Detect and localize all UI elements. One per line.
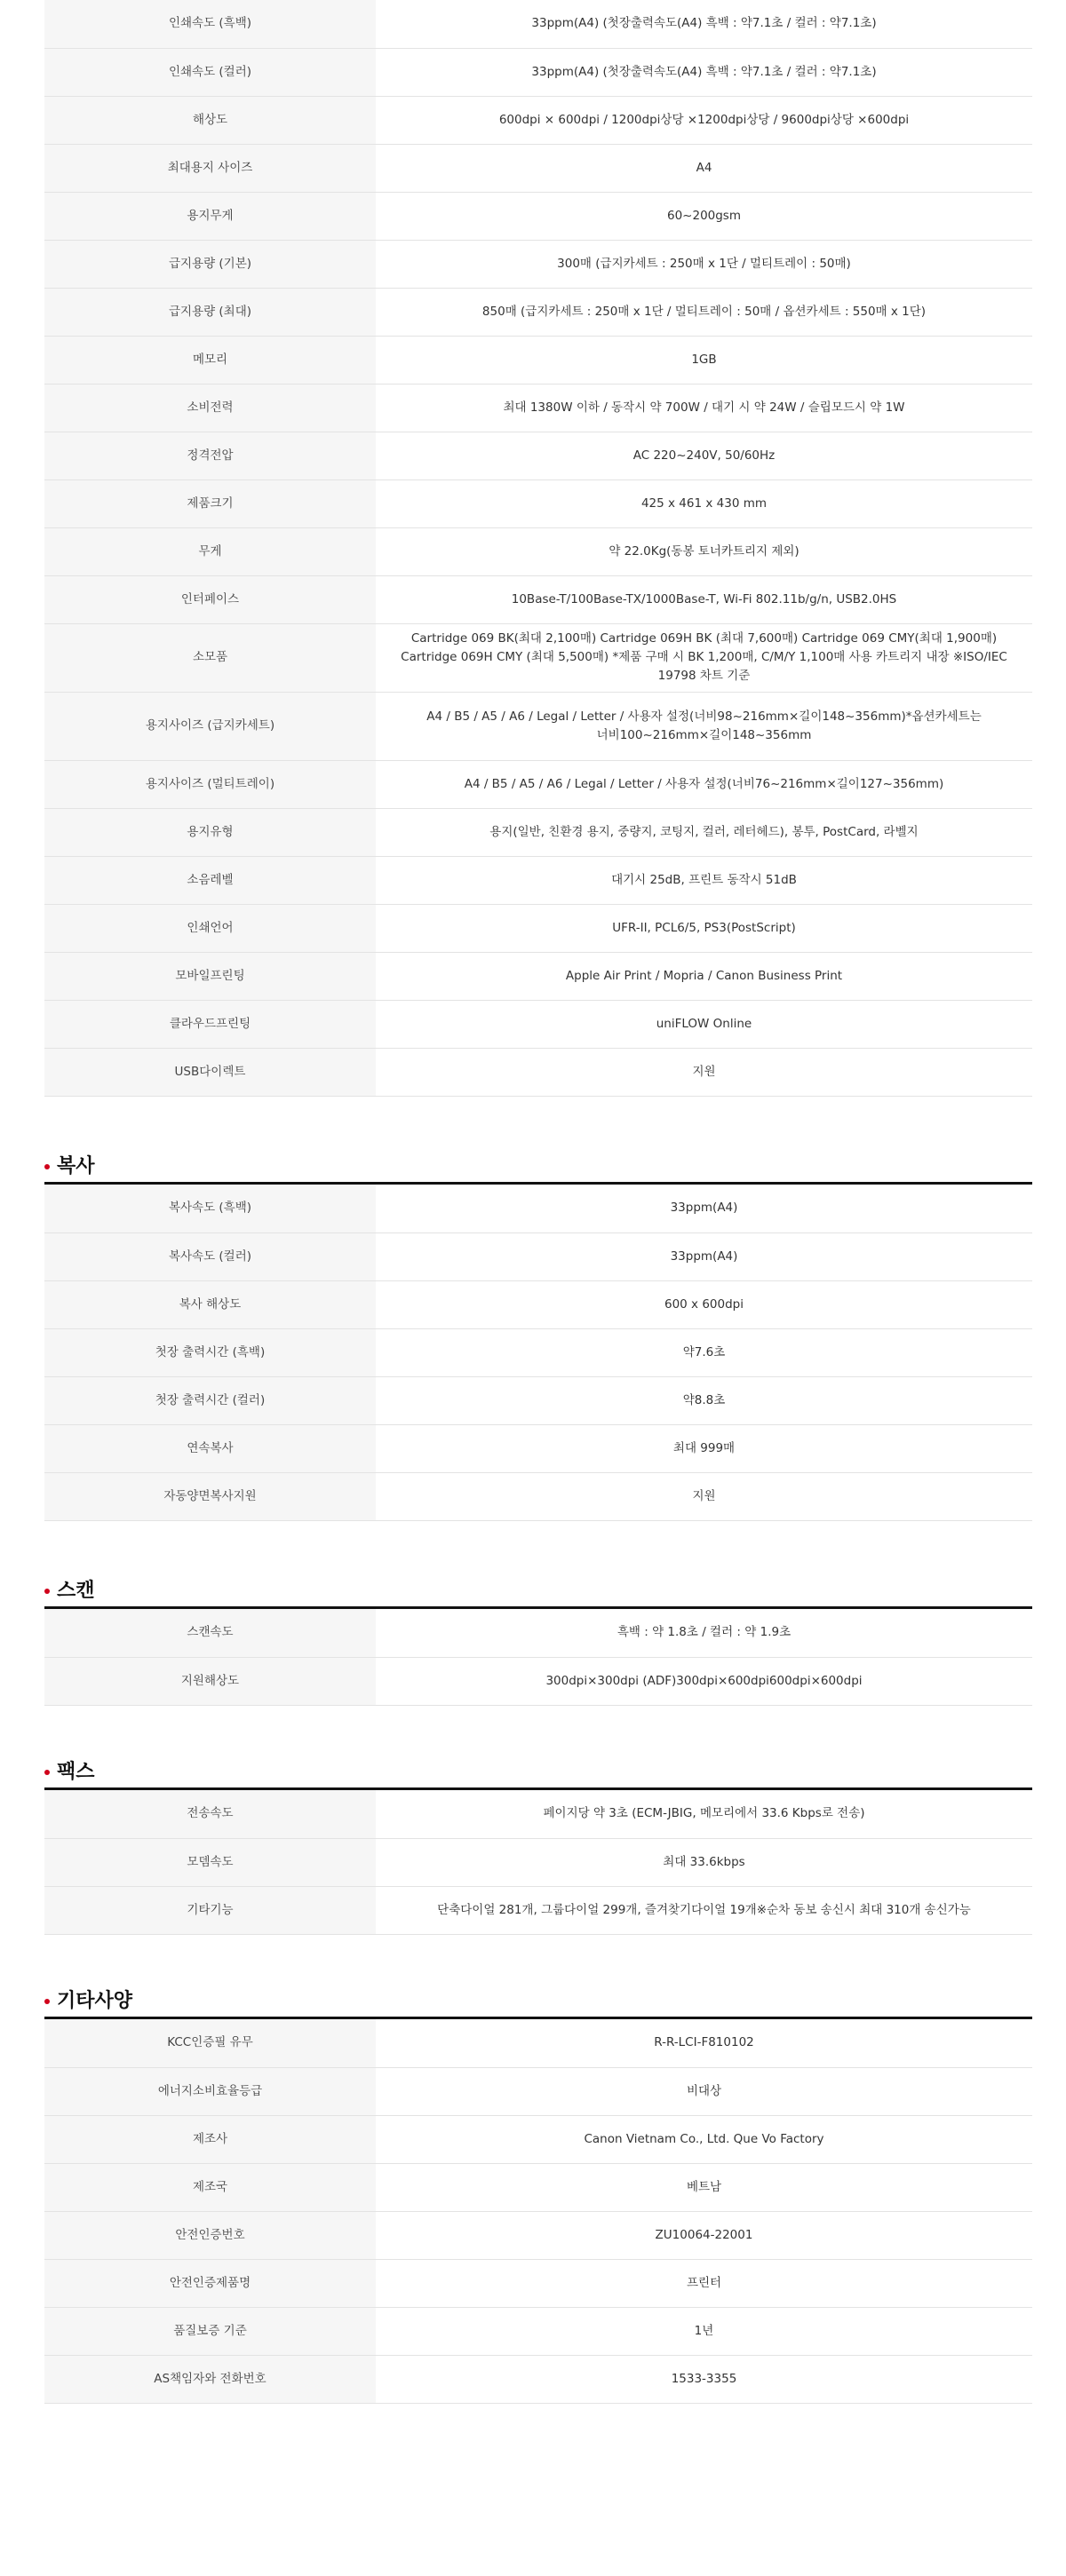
scan-spec-section <box>44 1609 1032 1706</box>
print-spec-table <box>44 0 1032 1097</box>
spec-row <box>44 1328 1032 1376</box>
spec-label: 제품크기 <box>44 480 376 527</box>
spec-label: 용지사이즈 (급지카세트) <box>44 692 376 760</box>
spec-row <box>44 144 1032 192</box>
spec-label: 급지용량 (기본) <box>44 240 376 288</box>
spec-label: 용지유형 <box>44 808 376 856</box>
spec-label: 첫장 출력시간 (흑백) <box>44 1328 376 1376</box>
spec-value: 1533-3355 <box>376 2355 1032 2403</box>
etc-spec-body <box>44 2019 1032 2403</box>
spec-value: 지원 <box>376 1048 1032 1096</box>
spec-label: 안전인증제품명 <box>44 2259 376 2307</box>
spec-value: 페이지당 약 3초 (ECM-JBIG, 메모리에서 33.6 Kbps로 전송) <box>376 1790 1032 1838</box>
spec-label: 무게 <box>44 527 376 575</box>
spec-label: 지원해상도 <box>44 1657 376 1705</box>
spec-value: 600 x 600dpi <box>376 1280 1032 1328</box>
spec-row <box>44 1838 1032 1886</box>
spec-value: 흑백 : 약 1.8초 / 컬러 : 약 1.9초 <box>376 1609 1032 1657</box>
fax-spec-table <box>44 1790 1032 1935</box>
spec-label: 품질보증 기준 <box>44 2307 376 2355</box>
spec-row <box>44 1657 1032 1705</box>
spec-value: 단축다이얼 281개, 그룹다이얼 299개, 즐겨찾기다이얼 19개※순차 동보 송신시 최대 310개 송신가능 <box>376 1886 1032 1934</box>
spec-label: 연속복사 <box>44 1424 376 1472</box>
print-spec-section <box>44 0 1032 1097</box>
etc-spec-table <box>44 2019 1032 2404</box>
spec-row <box>44 1233 1032 1280</box>
spec-value: 60~200gsm <box>376 192 1032 240</box>
spec-value: 1GB <box>376 336 1032 384</box>
spec-value: 425 x 461 x 430 mm <box>376 480 1032 527</box>
spec-row <box>44 1376 1032 1424</box>
spec-value: 약 22.0Kg(동봉 토너카트리지 제외) <box>376 527 1032 575</box>
spec-label: 복사 해상도 <box>44 1280 376 1328</box>
spec-label: 기타기능 <box>44 1886 376 1934</box>
spec-label: 소음레벨 <box>44 856 376 904</box>
copy-spec-table <box>44 1185 1032 1521</box>
etc-section-title: 기타사양 <box>57 1990 133 2012</box>
spec-label: 메모리 <box>44 336 376 384</box>
spec-value: 300매 (급지카세트 : 250매 x 1단 / 멀티트레이 : 50매) <box>376 240 1032 288</box>
spec-row <box>44 384 1032 432</box>
spec-label: 소비전력 <box>44 384 376 432</box>
spec-label: 에너지소비효율등급 <box>44 2067 376 2115</box>
fax-spec-body <box>44 1790 1032 1934</box>
spec-value: Cartridge 069 BK(최대 2,100매) Cartridge 069H BK (최대 7,600매) Cartridge 069 CMY(최대 1,900매) Cartridge 069H CMY (최대 5,500매) *제품 구매 시 BK 1,200매, C/M/Y 1,100매 사용 카트리지 내장 ※ISO/IEC 19798 차트 기준 <box>376 623 1032 692</box>
spec-label: 정격전압 <box>44 432 376 480</box>
spec-row <box>44 808 1032 856</box>
spec-value: 베트남 <box>376 2163 1032 2211</box>
etc-spec-section <box>44 2019 1032 2404</box>
spec-value: 지원 <box>376 1472 1032 1520</box>
spec-value: 1년 <box>376 2307 1032 2355</box>
spec-label: KCC인증필 유무 <box>44 2019 376 2067</box>
spec-value: 최대 33.6kbps <box>376 1838 1032 1886</box>
spec-label: 인쇄속도 (컬러) <box>44 48 376 96</box>
spec-row <box>44 240 1032 288</box>
spec-row <box>44 2067 1032 2115</box>
spec-label: 해상도 <box>44 96 376 144</box>
spec-value: 최대 999매 <box>376 1424 1032 1472</box>
spec-label: 인터페이스 <box>44 575 376 623</box>
spec-value: A4 / B5 / A5 / A6 / Legal / Letter / 사용자 설정(너비98~216mm×길이148~356mm)*옵션카세트는 너비100~216mm×길이148~356mm <box>376 692 1032 760</box>
spec-row <box>44 1280 1032 1328</box>
spec-value: 약7.6초 <box>376 1328 1032 1376</box>
spec-label: 스캔속도 <box>44 1609 376 1657</box>
spec-row <box>44 1790 1032 1838</box>
spec-row <box>44 1886 1032 1934</box>
bullet-icon <box>44 1589 50 1594</box>
spec-value: 비대상 <box>376 2067 1032 2115</box>
spec-row <box>44 904 1032 952</box>
spec-value: 850매 (급지카세트 : 250매 x 1단 / 멀티트레이 : 50매 / 옵션카세트 : 550매 x 1단) <box>376 288 1032 336</box>
spec-value: 10Base-T/100Base-TX/1000Base-T, Wi-Fi 802.11b/g/n, USB2.0HS <box>376 575 1032 623</box>
spec-label: 자동양면복사지원 <box>44 1472 376 1520</box>
spec-label: 클라우드프린팅 <box>44 1000 376 1048</box>
spec-label: USB다이렉트 <box>44 1048 376 1096</box>
spec-row <box>44 0 1032 48</box>
spec-value: R-R-LCI-F810102 <box>376 2019 1032 2067</box>
spec-label: 용지무게 <box>44 192 376 240</box>
spec-row <box>44 2211 1032 2259</box>
spec-value: 33ppm(A4) (첫장출력속도(A4) 흑백 : 약7.1초 / 컬러 : 약7.1초) <box>376 48 1032 96</box>
spec-row <box>44 623 1032 692</box>
print-spec-body <box>44 0 1032 1096</box>
spec-value: 33ppm(A4) <box>376 1233 1032 1280</box>
spec-value: 33ppm(A4) (첫장출력속도(A4) 흑백 : 약7.1초 / 컬러 : 약7.1초) <box>376 0 1032 48</box>
spec-value: 600dpi × 600dpi / 1200dpi상당 ×1200dpi상당 / 9600dpi상당 ×600dpi <box>376 96 1032 144</box>
copy-section-header <box>44 1154 1032 1185</box>
spec-value: 프린터 <box>376 2259 1032 2307</box>
spec-row <box>44 952 1032 1000</box>
spec-value: 용지(일반, 친환경 용지, 중량지, 코팅지, 컬러, 레터헤드), 봉투, PostCard, 라벨지 <box>376 808 1032 856</box>
spec-value: 약8.8초 <box>376 1376 1032 1424</box>
spec-row <box>44 760 1032 808</box>
spec-value: ZU10064-22001 <box>376 2211 1032 2259</box>
spec-row <box>44 692 1032 760</box>
copy-section-title: 복사 <box>57 1155 95 1177</box>
bullet-icon <box>44 1999 50 2004</box>
scan-section-header <box>44 1579 1032 1609</box>
spec-value: 33ppm(A4) <box>376 1185 1032 1233</box>
spec-row <box>44 480 1032 527</box>
spec-row <box>44 2115 1032 2163</box>
spec-row <box>44 527 1032 575</box>
spec-label: 급지용량 (최대) <box>44 288 376 336</box>
spec-label: 제조국 <box>44 2163 376 2211</box>
spec-label: 복사속도 (컬러) <box>44 1233 376 1280</box>
spec-row <box>44 2259 1032 2307</box>
spec-row <box>44 856 1032 904</box>
spec-value: uniFLOW Online <box>376 1000 1032 1048</box>
spec-row <box>44 575 1032 623</box>
spec-value: 최대 1380W 이하 / 동작시 약 700W / 대기 시 약 24W / 슬립모드시 약 1W <box>376 384 1032 432</box>
fax-section-title: 팩스 <box>57 1761 95 1783</box>
spec-row <box>44 288 1032 336</box>
spec-row <box>44 48 1032 96</box>
spec-label: 인쇄언어 <box>44 904 376 952</box>
bullet-icon <box>44 1164 50 1169</box>
spec-label: 용지사이즈 (멀티트레이) <box>44 760 376 808</box>
scan-spec-body <box>44 1609 1032 1705</box>
spec-row <box>44 2163 1032 2211</box>
spec-value: A4 <box>376 144 1032 192</box>
spec-row <box>44 1424 1032 1472</box>
spec-value: Canon Vietnam Co., Ltd. Que Vo Factory <box>376 2115 1032 2163</box>
spec-row <box>44 2019 1032 2067</box>
spec-row <box>44 336 1032 384</box>
fax-section-header <box>44 1760 1032 1790</box>
spec-value: Apple Air Print / Mopria / Canon Business Print <box>376 952 1032 1000</box>
scan-spec-table <box>44 1609 1032 1706</box>
copy-spec-body <box>44 1185 1032 1520</box>
spec-label: 소모품 <box>44 623 376 692</box>
spec-value: 300dpi×300dpi (ADF)300dpi×600dpi600dpi×600dpi <box>376 1657 1032 1705</box>
spec-row <box>44 2355 1032 2403</box>
spec-label: 전송속도 <box>44 1790 376 1838</box>
scan-section-title: 스캔 <box>57 1580 95 1602</box>
spec-label: 모바일프린팅 <box>44 952 376 1000</box>
spec-value: 대기시 25dB, 프린트 동작시 51dB <box>376 856 1032 904</box>
spec-row <box>44 1472 1032 1520</box>
spec-label: 첫장 출력시간 (컬러) <box>44 1376 376 1424</box>
spec-row <box>44 1000 1032 1048</box>
bullet-icon <box>44 1770 50 1775</box>
fax-spec-section <box>44 1790 1032 1935</box>
spec-row <box>44 192 1032 240</box>
spec-value: AC 220~240V, 50/60Hz <box>376 432 1032 480</box>
spec-value: UFR-II, PCL6/5, PS3(PostScript) <box>376 904 1032 952</box>
spec-row <box>44 432 1032 480</box>
spec-row <box>44 96 1032 144</box>
spec-label: 최대용지 사이즈 <box>44 144 376 192</box>
spec-label: 제조사 <box>44 2115 376 2163</box>
spec-row <box>44 1048 1032 1096</box>
spec-row <box>44 2307 1032 2355</box>
spec-label: 안전인증번호 <box>44 2211 376 2259</box>
spec-label: 인쇄속도 (흑백) <box>44 0 376 48</box>
etc-section-header <box>44 1989 1032 2019</box>
spec-row <box>44 1609 1032 1657</box>
spec-row <box>44 1185 1032 1233</box>
spec-value: A4 / B5 / A5 / A6 / Legal / Letter / 사용자 설정(너비76~216mm×길이127~356mm) <box>376 760 1032 808</box>
copy-spec-section <box>44 1185 1032 1521</box>
spec-label: AS책임자와 전화번호 <box>44 2355 376 2403</box>
spec-label: 복사속도 (흑백) <box>44 1185 376 1233</box>
spec-label: 모뎀속도 <box>44 1838 376 1886</box>
